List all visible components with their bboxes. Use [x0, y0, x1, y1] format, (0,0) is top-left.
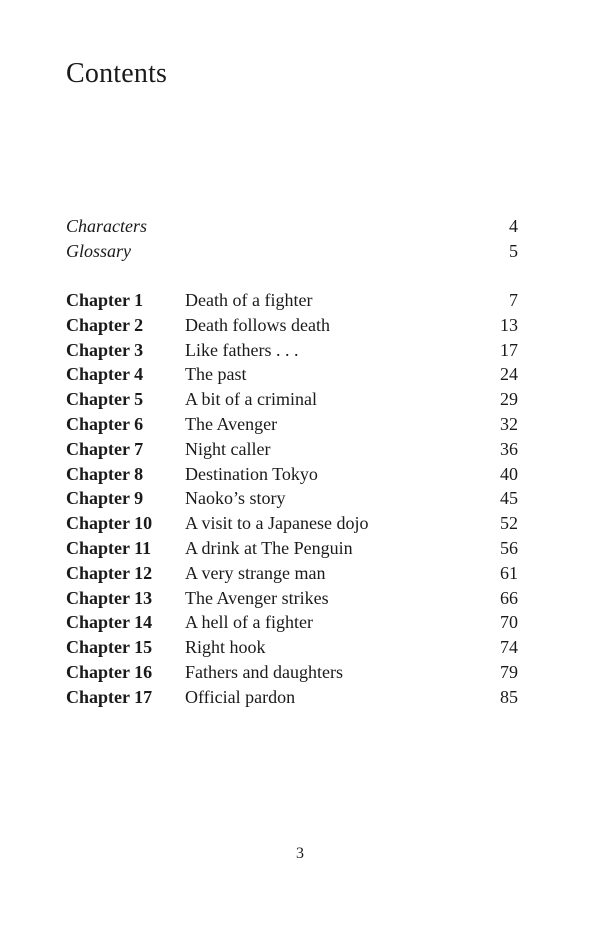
chapter-number: Chapter 7	[66, 438, 144, 459]
chapter-page-number: 40	[500, 463, 518, 484]
toc-entry-chapter-11	[66, 536, 518, 561]
toc-entry-chapter-6	[66, 412, 518, 437]
toc-entry-chapter-9	[66, 486, 518, 511]
toc-entry-chapter-8	[66, 462, 518, 487]
chapter-page-number: 17	[500, 339, 518, 360]
chapter-number: Chapter 5	[66, 389, 144, 410]
chapter-title: A bit of a criminal	[185, 389, 317, 410]
chapter-title: Death follows death	[185, 314, 330, 335]
toc-entry-chapter-13	[66, 586, 518, 611]
chapter-title: Like fathers . . .	[185, 339, 299, 360]
toc-entry-chapter-4	[66, 362, 518, 387]
chapter-number: Chapter 2	[66, 314, 144, 335]
entry-title: Glossary	[66, 240, 132, 261]
chapter-number: Chapter 9	[66, 488, 144, 509]
chapter-number: Chapter 1	[66, 290, 144, 310]
chapter-title: Official pardon	[185, 686, 296, 707]
chapter-page-number: 24	[500, 364, 518, 385]
toc-entry-chapter-7	[66, 437, 518, 462]
chapter-number: Chapter 4	[66, 364, 144, 385]
chapter-page-number: 66	[500, 587, 518, 608]
page-title: Contents	[66, 58, 168, 89]
chapter-number: Chapter 10	[66, 513, 153, 534]
toc-entry-characters	[66, 214, 518, 239]
toc-entry-chapter-14	[66, 610, 518, 635]
toc-entry-chapter-17	[66, 685, 518, 710]
chapter-title: The Avenger	[185, 413, 278, 434]
chapter-title: A visit to a Japanese dojo	[185, 513, 369, 534]
chapter-title: A drink at The Penguin	[185, 537, 353, 558]
chapter-title: The Avenger strikes	[185, 587, 329, 608]
chapter-number: Chapter 12	[66, 562, 153, 583]
chapter-number: Chapter 17	[66, 686, 153, 707]
chapter-page-number: 61	[500, 562, 518, 583]
chapter-number: Chapter 13	[66, 587, 153, 608]
chapter-number: Chapter 3	[66, 339, 144, 360]
toc-entry-glossary	[66, 239, 518, 264]
toc-entry-chapter-15	[66, 635, 518, 660]
chapter-number: Chapter 8	[66, 463, 144, 484]
chapter-number: Chapter 14	[66, 612, 153, 633]
chapter-page-number: 74	[500, 637, 518, 658]
chapter-title: Fathers and daughters	[185, 661, 343, 682]
chapter-page-number: 45	[500, 488, 518, 509]
toc-entry-chapter-2	[66, 313, 518, 338]
entry-page-number: 4	[509, 216, 518, 236]
toc-entry-chapter-10	[66, 511, 518, 536]
chapter-number: Chapter 16	[66, 661, 153, 682]
chapter-page-number: 36	[500, 438, 518, 459]
toc-entry-chapter-3	[66, 338, 518, 363]
chapter-list	[66, 288, 518, 710]
chapter-title: A very strange man	[185, 562, 326, 583]
chapter-page-number: 85	[500, 686, 518, 707]
chapter-page-number: 7	[509, 290, 518, 310]
chapter-page-number: 79	[500, 661, 518, 682]
chapter-title: The past	[185, 364, 247, 385]
toc-entry-chapter-12	[66, 561, 518, 586]
chapter-page-number: 52	[500, 513, 518, 534]
chapter-title: Night caller	[185, 438, 271, 459]
chapter-number: Chapter 11	[66, 537, 152, 558]
chapter-title: Destination Tokyo	[185, 463, 318, 484]
chapter-page-number: 32	[500, 413, 518, 434]
entry-page-number: 5	[509, 240, 518, 261]
toc-entry-chapter-5	[66, 387, 518, 412]
toc-entry-chapter-16	[66, 660, 518, 685]
chapter-number: Chapter 15	[66, 637, 153, 658]
chapter-page-number: 29	[500, 389, 518, 410]
chapter-title: Right hook	[185, 637, 266, 658]
chapter-title: Death of a fighter	[185, 290, 313, 310]
front-matter-list	[66, 214, 518, 264]
chapter-page-number: 13	[500, 314, 518, 335]
toc-entry-chapter-1	[66, 288, 518, 313]
chapter-title: A hell of a fighter	[185, 612, 313, 633]
chapter-title: Naoko’s story	[185, 488, 286, 509]
chapter-page-number: 70	[500, 612, 518, 633]
chapter-page-number: 56	[500, 537, 518, 558]
page-number: 3	[296, 845, 304, 862]
chapter-number: Chapter 6	[66, 413, 144, 434]
entry-title: Characters	[66, 216, 147, 236]
